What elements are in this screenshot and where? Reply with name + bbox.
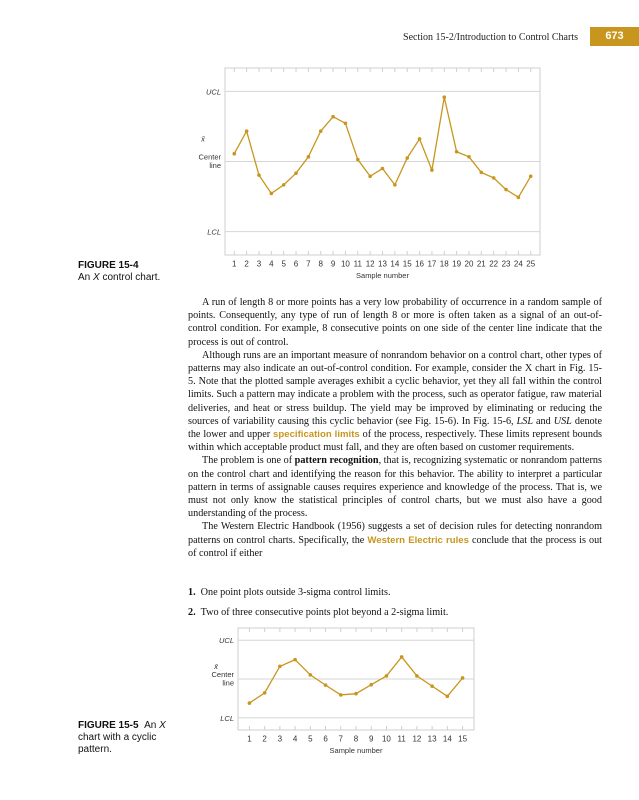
- page-number-badge: 673: [590, 27, 639, 46]
- x-tick-label: 4: [292, 734, 298, 744]
- x-tick-label: 13: [378, 259, 387, 269]
- figure-15-5-caption-line3: pattern.: [78, 744, 112, 755]
- data-point: [480, 171, 484, 175]
- center-line-label: Center: [211, 670, 234, 679]
- x-tick-label: 24: [513, 259, 523, 269]
- data-series-line: [249, 657, 462, 703]
- data-point: [467, 155, 471, 159]
- data-point: [278, 665, 282, 669]
- x-tick-label: 3: [277, 734, 283, 744]
- x-tick-label: 9: [368, 734, 374, 744]
- figure-15-4-caption-symbol: X: [93, 272, 100, 283]
- rule-text: Two of three consecutive points plot beyond a 2-sigma limit.: [200, 607, 449, 619]
- data-point: [504, 188, 508, 192]
- figure-15-5-caption: [78, 720, 178, 756]
- x-tick-label: 18: [439, 259, 449, 269]
- x-tick-label: 7: [338, 734, 344, 744]
- data-point: [446, 695, 450, 699]
- data-point: [263, 691, 267, 695]
- data-point: [385, 674, 389, 678]
- data-point: [529, 175, 533, 179]
- data-point: [324, 683, 328, 687]
- center-line-label: line: [209, 161, 221, 170]
- key-term-specification-limits: specification limits: [273, 429, 360, 441]
- x-tick-label: 19: [452, 259, 462, 269]
- data-point: [248, 701, 252, 705]
- data-point: [257, 173, 261, 177]
- figure-15-4-caption-prefix: An: [78, 272, 91, 283]
- data-point: [369, 683, 373, 687]
- x-tick-label: 7: [306, 259, 311, 269]
- figure-15-5-caption-prefix: An: [144, 720, 157, 731]
- x-tick-label: 17: [427, 259, 437, 269]
- x-tick-label: 10: [340, 259, 350, 269]
- data-point: [400, 655, 404, 659]
- lcl-line-label: LCL: [207, 227, 221, 237]
- x-tick-label: 25: [526, 259, 536, 269]
- paragraph-3-text-a: The problem is one of: [202, 455, 295, 467]
- x-tick-label: 10: [381, 734, 391, 744]
- paragraph-2-text-a: Although runs are an important measure of nonrandom behavior on a control chart, other types of patterns may also indicate an out-of-control condition. For example, consider the X chart in Fig. 15-5. Note that the plotted sample averages exhibit a cyclic behavior, yet they all fall within the control limits. Such a pattern may indicate a problem with the process, such as operator fatigue, raw material deliveries, and heat or stress buildup. The yield may be improved by eliminating or reducing the sources of variability causing this cyclic behavior (see Fig. 15-6). In Fig. 15-6,: [188, 349, 602, 427]
- data-point: [282, 183, 286, 187]
- x-tick-label: 5: [281, 259, 286, 269]
- data-point: [293, 658, 297, 662]
- data-point: [270, 192, 274, 196]
- data-point: [368, 175, 372, 179]
- ucl-line-label: UCL: [205, 87, 221, 97]
- x-tick-label: 22: [489, 259, 499, 269]
- paragraph-1: A run of length 8 or more points has a very low probability of occurrence in a random sample of points. Consequently, any type of run of length 8 or more is often taken as a signal of an out-of-control condition. For example, 8 consecutive points on one side of the center line indicate that the process is out of control.: [188, 297, 602, 348]
- data-point: [430, 168, 434, 172]
- figure-15-4-number: FIGURE 15-4: [78, 260, 139, 271]
- figure-15-5-number: FIGURE 15-5: [78, 720, 139, 731]
- x-tick-label: 2: [244, 259, 249, 269]
- x-tick-label: 15: [402, 259, 412, 269]
- x-tick-label: 5: [308, 734, 313, 744]
- x-tick-label: 6: [293, 259, 299, 269]
- x-tick-label: 11: [353, 259, 362, 269]
- data-point: [331, 115, 335, 119]
- x-tick-label: 11: [397, 734, 406, 744]
- control-chart-figure-15-5: [186, 620, 486, 765]
- paragraph-3-text-b: , that is, recognizing systematic or nonrandom patterns on the control chart and identifying the reason for this behavior. The ability to interpret a particular pattern in terms of assignable causes requires experience and knowledge of the process. That is, we must not only know the statistical principles of control charts, but we must also have a good understanding of the process.: [188, 455, 602, 520]
- data-point: [381, 167, 385, 171]
- data-point: [344, 122, 348, 126]
- x-tick-label: 8: [318, 259, 323, 269]
- control-chart-figure-15-4: [150, 60, 550, 285]
- usl-term: USL: [553, 415, 572, 427]
- data-point: [245, 129, 249, 133]
- x-tick-label: 8: [353, 734, 359, 744]
- paragraph-2-and: and: [533, 415, 554, 427]
- data-point: [405, 156, 409, 160]
- data-series-line: [234, 97, 530, 197]
- x-tick-label: 9: [330, 259, 336, 269]
- running-head: Section 15-2/Introduction to Control Charts: [403, 32, 578, 43]
- rule-number: 2.: [188, 607, 196, 619]
- data-point: [356, 158, 360, 162]
- x-tick-label: 2: [262, 734, 267, 744]
- data-point: [354, 692, 358, 696]
- y-axis-label: x̄: [214, 662, 218, 671]
- data-point: [442, 95, 446, 99]
- paragraph-3: [188, 454, 602, 520]
- paragraph-4-text-b: conclude that the process is out of control if either: [188, 534, 602, 559]
- data-point: [309, 673, 313, 677]
- data-point: [455, 150, 459, 154]
- x-tick-label: 6: [323, 734, 328, 744]
- x-tick-label: 12: [412, 734, 422, 744]
- data-point: [517, 196, 521, 200]
- paragraph-4-text-a: The Western Electric Handbook (1956) suggests a set of decision rules for detecting nonrandom patterns on control charts. Specifically, the: [188, 521, 602, 546]
- paragraph-4: [188, 520, 602, 560]
- data-point: [232, 152, 236, 156]
- body-text: [188, 296, 602, 560]
- x-tick-label: 1: [247, 734, 252, 744]
- x-tick-label: 3: [256, 259, 262, 269]
- key-term-pattern-recognition: pattern recognition: [294, 455, 379, 467]
- x-axis-label: Sample number: [356, 271, 409, 280]
- data-point: [294, 171, 298, 175]
- x-tick-label: 14: [390, 259, 400, 269]
- data-point: [430, 684, 434, 688]
- rule-item: [188, 606, 602, 619]
- x-tick-label: 21: [476, 259, 486, 269]
- y-axis-label: x̄: [201, 134, 205, 144]
- figure-15-5-caption-symbol: X: [159, 720, 166, 731]
- figure-15-4-caption-text: control chart.: [102, 272, 161, 283]
- rule-item: [188, 586, 602, 599]
- data-point: [492, 176, 496, 180]
- data-point: [307, 155, 311, 159]
- key-term-western-electric-rules: Western Electric rules: [367, 534, 469, 546]
- paragraph-2-text-c: of the process, respectively. These limits represent bounds within which acceptable product must fall, and they are often based on customer requirements.: [188, 429, 602, 454]
- x-axis-label: Sample number: [329, 746, 383, 755]
- x-tick-label: 23: [501, 259, 511, 269]
- paragraph-2: [188, 349, 602, 455]
- x-tick-label: 13: [427, 734, 437, 744]
- center-line-label: line: [222, 678, 234, 688]
- figure-15-5-caption-line2: chart with a cyclic: [78, 732, 157, 743]
- data-point: [393, 183, 397, 187]
- x-tick-label: 15: [458, 734, 468, 744]
- x-tick-label: 12: [365, 259, 375, 269]
- figure-15-4-caption: [78, 260, 178, 284]
- data-point: [418, 137, 422, 141]
- center-line-label: Center: [198, 152, 221, 162]
- ucl-line-label: UCL: [218, 636, 234, 646]
- data-point: [339, 693, 343, 697]
- x-tick-label: 14: [442, 734, 452, 744]
- x-tick-label: 1: [232, 259, 237, 269]
- data-point: [319, 129, 323, 133]
- x-tick-label: 4: [269, 259, 274, 269]
- lcl-line-label: LCL: [220, 713, 234, 723]
- data-point: [415, 674, 419, 678]
- rule-text: One point plots outside 3-sigma control limits.: [200, 587, 391, 598]
- lsl-term: LSL: [516, 415, 534, 427]
- data-point: [461, 676, 465, 680]
- x-tick-label: 16: [415, 259, 425, 269]
- rule-number: 1.: [188, 587, 196, 598]
- x-tick-label: 20: [464, 259, 474, 269]
- paragraph-2-text-b: denote the lower and upper: [188, 415, 603, 441]
